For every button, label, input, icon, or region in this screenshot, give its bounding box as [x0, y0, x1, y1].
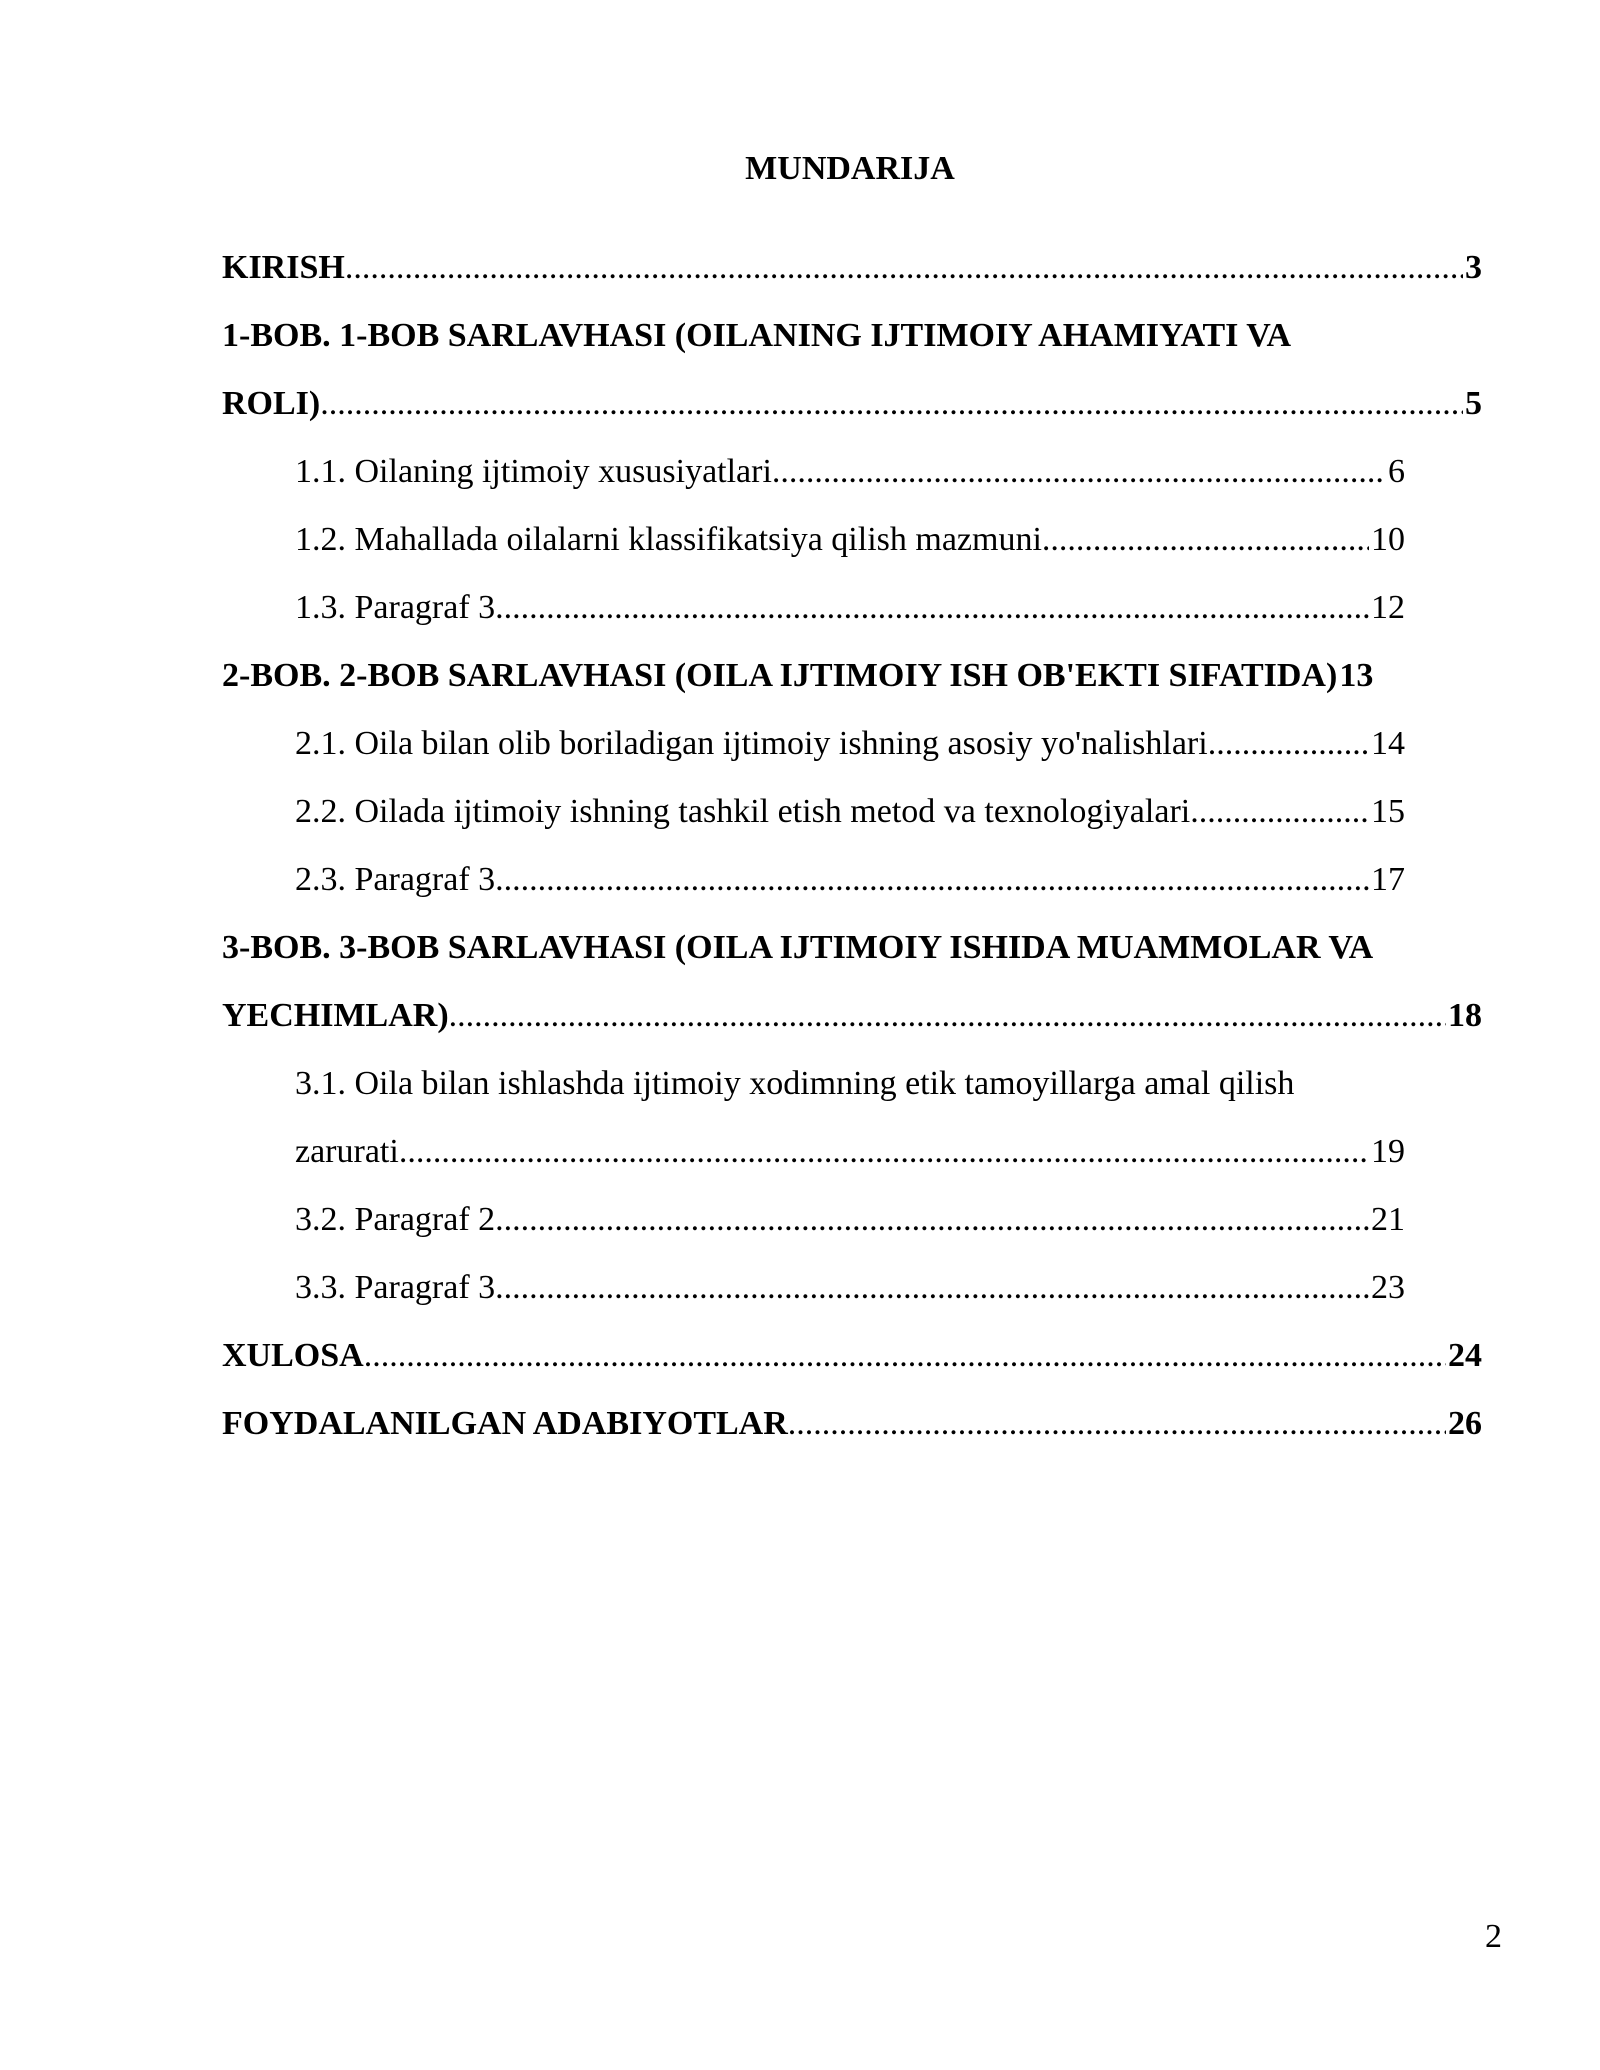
toc-entry-page: 19 — [1371, 1133, 1405, 1170]
dot-leader — [345, 236, 1463, 299]
toc-entry-references[interactable] — [222, 1392, 1482, 1455]
toc-entry-1-1[interactable] — [295, 440, 1405, 503]
toc-entry-page: 6 — [1388, 453, 1405, 490]
dot-leader — [1208, 712, 1369, 775]
toc-entry-1-3[interactable] — [295, 576, 1405, 639]
toc-entry-chapter-1-title[interactable] — [222, 304, 1482, 367]
toc-entry-xulosa[interactable] — [222, 1324, 1482, 1387]
toc-entry-label: FOYDALANILGAN ADABIYOTLAR — [222, 1405, 788, 1442]
page-number: 2 — [1485, 1918, 1502, 1955]
page-title: MUNDARIJA — [745, 150, 955, 187]
dot-leader — [495, 848, 1369, 911]
toc-entry-label: 2-BOB. 2-BOB SARLAVHASI (OILA IJTIMOIY ISH OB'EKTI SIFATIDA) — [222, 657, 1338, 694]
toc-entry-2-2[interactable] — [295, 780, 1405, 843]
toc-entry-label: 1-BOB. 1-BOB SARLAVHASI (OILANING IJTIMOIY AHAMIYATI VA — [222, 317, 1292, 354]
dot-leader — [399, 1120, 1369, 1183]
dot-leader — [495, 1256, 1369, 1319]
toc-entry-label: 1.3. Paragraf 3 — [295, 589, 496, 626]
toc-entry-label: KIRISH — [222, 249, 345, 286]
toc-entry-label: 3-BOB. 3-BOB SARLAVHASI (OILA IJTIMOIY ISHIDA MUAMMOLAR VA — [222, 929, 1374, 966]
toc-entry-3-1[interactable] — [295, 1120, 1405, 1183]
toc-entry-label: 2.1. Oila bilan olib boriladigan ijtimoiy ishning asosiy yo'nalishlari — [295, 725, 1208, 762]
dot-leader — [449, 984, 1446, 1047]
dot-leader — [1190, 780, 1369, 843]
dot-leader — [1042, 508, 1369, 571]
toc-entry-page: 3 — [1465, 249, 1482, 286]
toc-entry-page: 10 — [1371, 521, 1405, 558]
toc-entry-label: 2.3. Paragraf 3 — [295, 861, 496, 898]
toc-entry-label: 3.2. Paragraf 2 — [295, 1201, 496, 1238]
dot-leader — [788, 1392, 1446, 1455]
toc-entry-page: 21 — [1371, 1201, 1405, 1238]
toc-entry-page: 5 — [1465, 385, 1482, 422]
dot-leader — [364, 1324, 1446, 1387]
toc-entry-page: 15 — [1371, 793, 1405, 830]
toc-entry-chapter-1[interactable] — [222, 372, 1482, 435]
toc-entry-label: YECHIMLAR) — [222, 997, 449, 1034]
toc-entry-label: 3.3. Paragraf 3 — [295, 1269, 496, 1306]
toc-entry-3-3[interactable] — [295, 1256, 1405, 1319]
toc-entry-chapter-2[interactable] — [222, 644, 1482, 707]
dot-leader — [320, 372, 1463, 435]
toc-entry-label: XULOSA — [222, 1337, 364, 1374]
toc-entry-page: 17 — [1371, 861, 1405, 898]
dot-leader — [772, 440, 1386, 503]
toc-entry-page: 13 — [1339, 657, 1374, 694]
toc-entry-2-3[interactable] — [295, 848, 1405, 911]
toc-entry-page: 26 — [1448, 1405, 1482, 1442]
toc-entry-page: 23 — [1371, 1269, 1405, 1306]
toc-entry-label: zarurati — [295, 1133, 399, 1170]
toc-entry-label: 1.2. Mahallada oilalarni klassifikatsiya qilish mazmuni — [295, 521, 1042, 558]
table-of-contents — [222, 236, 1482, 1455]
toc-entry-3-1-title[interactable] — [295, 1052, 1405, 1115]
toc-entry-page: 12 — [1371, 589, 1405, 626]
dot-leader — [495, 576, 1369, 639]
toc-entry-label: 1.1. Oilaning ijtimoiy xususiyatlari — [295, 453, 772, 490]
toc-entry-page: 14 — [1371, 725, 1405, 762]
dot-leader — [495, 1188, 1369, 1251]
toc-entry-chapter-3[interactable] — [222, 984, 1482, 1047]
toc-entry-label: 3.1. Oila bilan ishlashda ijtimoiy xodimning etik tamoyillarga amal qilish — [295, 1065, 1295, 1102]
toc-entry-kirish[interactable] — [222, 236, 1482, 299]
toc-entry-2-1[interactable] — [295, 712, 1405, 775]
toc-entry-label: ROLI) — [222, 385, 321, 422]
toc-entry-page: 24 — [1448, 1337, 1482, 1374]
toc-entry-page: 18 — [1448, 997, 1482, 1034]
toc-entry-chapter-3-title[interactable] — [222, 916, 1482, 979]
toc-entry-label: 2.2. Oilada ijtimoiy ishning tashkil etish metod va texnologiyalari — [295, 793, 1191, 830]
toc-entry-1-2[interactable] — [295, 508, 1405, 571]
toc-entry-3-2[interactable] — [295, 1188, 1405, 1251]
